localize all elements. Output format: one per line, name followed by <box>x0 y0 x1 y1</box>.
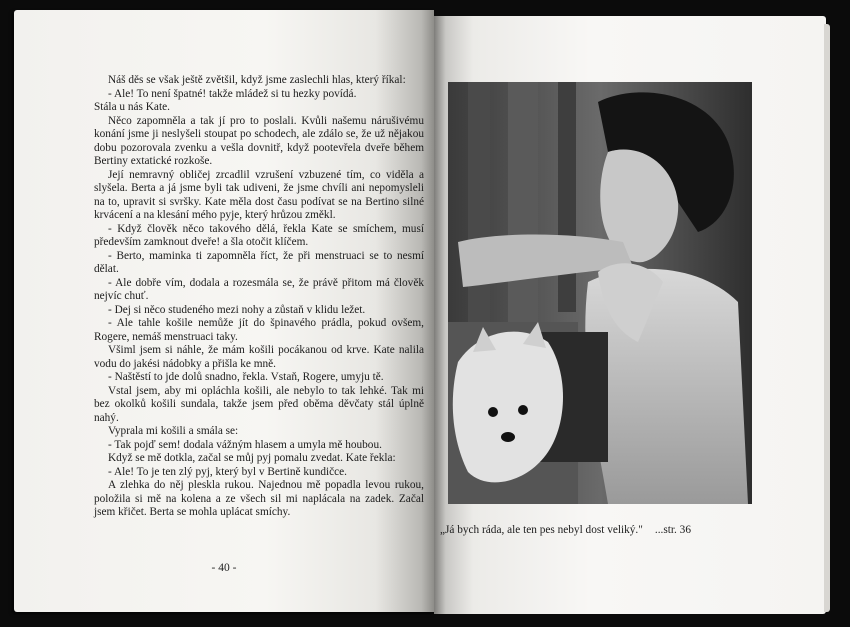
paragraph: Stála u nás Kate. <box>94 101 170 113</box>
paragraph: - Naštěstí to jde dolů snadno, řekla. Vstaň, Rogere, umyju tě. <box>108 371 384 383</box>
page-edge <box>824 24 830 612</box>
paragraph: - Tak pojď sem! dodala vážným hlasem a umyla mě houbou. <box>108 438 382 451</box>
paragraph: Náš děs se však ještě zvětšil, když jsme zaslechli hlas, který říkal: <box>108 74 406 86</box>
engraving-image <box>448 82 752 504</box>
paragraph: - Ale tahle košile nemůže jít do špinavého prádla, pokud ovšem, Rogere, nemáš menstruaci taky. <box>94 317 424 343</box>
paragraph: - Ale dobře vím, dodala a rozesmála se, že právě přitom má člověk nejvíc chuť. <box>94 276 424 302</box>
paragraph: Když se mě dotkla, začal se můj pyj pomalu zvedat. Kate řekla: <box>108 452 396 464</box>
paragraph: - Když člověk něco takového dělá, řekla Kate se smíchem, musí především zamknout dveře! a šla otočit klíčem. <box>94 222 424 248</box>
illustration-caption <box>440 524 760 536</box>
left-page <box>14 10 434 612</box>
paragraph: Vyprala mi košili a smála se: <box>108 425 239 437</box>
paragraph: Všiml jsem si náhle, že mám košili pocákanou od krve. Kate nalila vodu do jakési nádobky a přišla ke mně. <box>94 344 424 370</box>
paragraph: - Berto, maminka ti zapomněla říct, že při menstruaci se to nesmí dělat. <box>94 249 424 275</box>
paragraph: Něco zapomněla a tak jí pro to poslali. Kvůli našemu nárušivému konání jsme ji neslyšeli stoupat po schodech, ale zdálo se, že už nějakou dobu pozorovala zvenku a vešla dovnitř, když pootevřela dveře během Bertiny extatické rozkoše. <box>94 114 424 167</box>
paragraph: Vstal jsem, aby mi opláchla košili, ale nebylo to tak lehké. Tak mi bez okolků košili sundala, takže jsem před oběma děvčaty stál úplně nahý. <box>94 384 424 424</box>
paragraph: Její nemravný obličej zrcadlil vzrušení vzbuzené tím, co viděla a slyšela. Berta a já jsme byli tak udiveni, že jsme chvíli ani nepomysleli na to, upravit si svršky. Kate měla dost času podívat se na Bertino silné krvácení a na klesání mého pyje, který hrůzou změkl. <box>94 168 424 221</box>
page-number: - 40 - <box>211 562 237 574</box>
body-text <box>94 74 424 520</box>
paragraph: - Ale! To není špatné! takže mládež si tu hezky povídá. <box>108 87 357 100</box>
paragraph: - Dej si něco studeného mezi nohy a zůstaň v klidu ležet. <box>108 303 366 316</box>
illustration-woman-with-dog <box>448 82 752 504</box>
paragraph: - Ale! To je ten zlý pyj, který byl v Bertině kundičce. <box>108 465 347 478</box>
paragraph: A zlehka do něj pleskla rukou. Najednou mě popadla levou rukou, položila si mě na kolena a ze všech sil mi naplácala na zadek. Začal jsem křičet. Berta se mohla uplácat smíchy. <box>94 479 424 518</box>
caption-quote: „Já bych ráda, ale ten pes nebyl dost veliký." <box>440 524 643 536</box>
caption-page-reference: ...str. 36 <box>654 524 691 536</box>
